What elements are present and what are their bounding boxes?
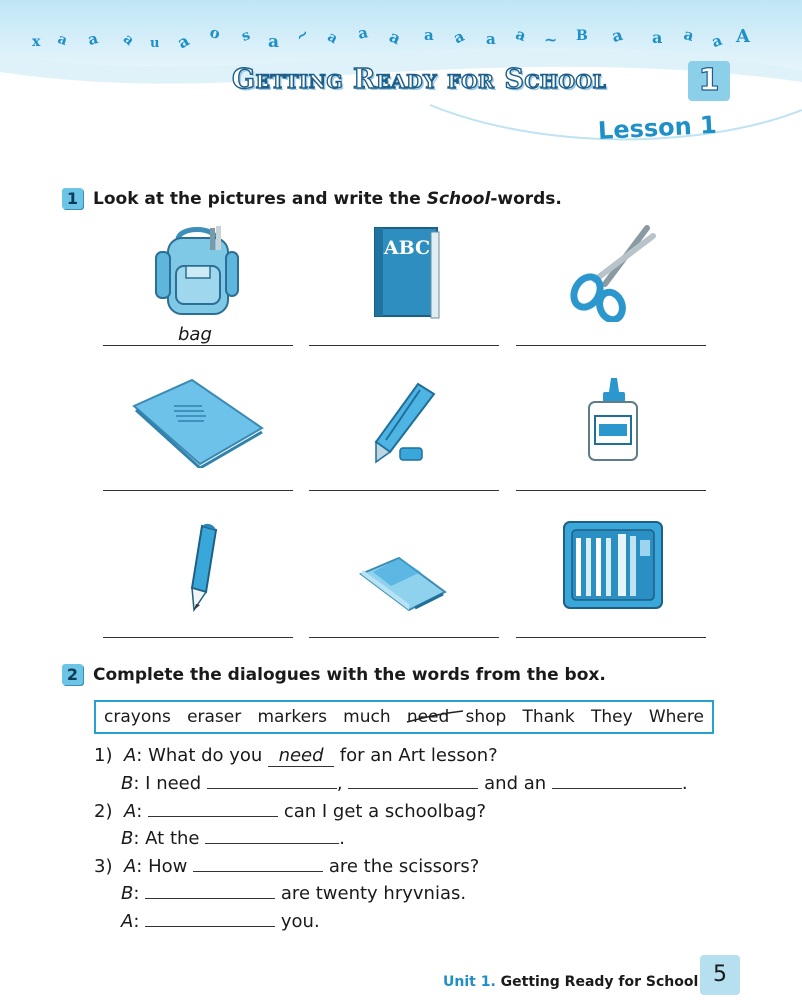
page-number: 5 [700, 955, 740, 995]
dialogue-3-line-b [121, 883, 466, 904]
deco-letter: a [119, 30, 138, 50]
deco-letter: ~ [544, 30, 558, 49]
speaker-a: A [123, 856, 137, 877]
word-box-item: Thank [522, 707, 575, 727]
colon: : [136, 745, 143, 766]
dialogue-text: , [336, 773, 343, 794]
filled-blank: need [268, 745, 334, 767]
colon: : [133, 883, 140, 904]
dialogue-text: are twenty hryvnias. [280, 883, 467, 904]
colon: : [136, 856, 143, 877]
deco-letter: a [652, 28, 663, 47]
speaker-b: B [121, 883, 134, 904]
deco-letter: a [486, 30, 496, 48]
deco-letter: a [681, 25, 696, 45]
answer-blank[interactable] [552, 774, 682, 789]
task-instruction: Complete the dialogues with the words from the box. [93, 664, 606, 685]
deco-letter: a [709, 30, 725, 52]
speaker-b: B [121, 828, 134, 849]
glue-icon [583, 376, 643, 470]
answer-blank[interactable] [148, 802, 278, 817]
decorative-letters [28, 22, 768, 62]
unit-number-badge: 1 [688, 61, 730, 101]
notebook-icon [130, 378, 265, 472]
word-box-item: shop [465, 707, 507, 727]
word-box-item: markers [257, 707, 327, 727]
write-line-3[interactable] [516, 345, 706, 346]
deco-letter: a [324, 28, 341, 48]
write-line-1[interactable] [103, 345, 293, 346]
dialogue-text: How [148, 856, 188, 877]
dialogue-number: 1) [94, 745, 113, 766]
answer-blank[interactable] [205, 829, 339, 844]
dialogue-text: . [681, 773, 688, 794]
footer-title: Getting Ready for School [500, 974, 699, 990]
deco-letter: o [207, 23, 223, 43]
word-box-item-crossed [407, 707, 449, 727]
write-line-2[interactable] [309, 345, 499, 346]
deco-letter: a [424, 26, 434, 44]
page-footer [443, 974, 698, 990]
instruction-italic: School [426, 188, 491, 209]
deco-letter: a [268, 32, 280, 52]
dialogue-text: I need [145, 773, 202, 794]
deco-letter: A [736, 26, 750, 47]
dialogue-text: What do you [148, 745, 263, 766]
task-1-heading [62, 188, 562, 209]
scissors-icon [565, 222, 660, 326]
word-box-item: They [590, 707, 633, 727]
dialogue-text: for an Art lesson? [339, 745, 498, 766]
colon: : [133, 911, 140, 932]
deco-letter: a [356, 23, 370, 43]
answer-1: bag [178, 324, 212, 345]
deco-letter: a [386, 26, 404, 49]
answer-blank[interactable] [348, 774, 478, 789]
write-line-9[interactable] [516, 637, 706, 638]
dialogue-text: . [339, 828, 345, 849]
instruction-text: Look at the pictures and write the [93, 188, 427, 209]
word-box-item: eraser [187, 707, 242, 727]
deco-letter: a [513, 24, 529, 46]
deco-letter: a [85, 29, 100, 49]
unit-title: Getting Ready for School [232, 64, 607, 95]
task-number-badge: 2 [62, 664, 83, 685]
crossed-word: need [406, 707, 450, 727]
write-line-6[interactable] [516, 490, 706, 491]
lesson-heading: Lesson 1 [597, 110, 718, 145]
dialogue-number: 2) [94, 801, 113, 822]
pen-icon [362, 378, 452, 472]
deco-letter: s [239, 27, 253, 45]
write-line-5[interactable] [309, 490, 499, 491]
task-2-heading [62, 664, 606, 685]
write-line-4[interactable] [103, 490, 293, 491]
dialogue-1-line-b [121, 773, 688, 794]
deco-letter: a [173, 30, 193, 53]
footer-unit: Unit 1. [443, 974, 496, 990]
deco-letter: u [150, 36, 160, 51]
write-line-7[interactable] [103, 637, 293, 638]
colon: : [136, 801, 143, 822]
book-label: ABC [383, 237, 431, 259]
dialogue-text: you. [280, 911, 320, 932]
task-instruction [93, 189, 562, 209]
speaker-b: B [121, 773, 134, 794]
answer-blank[interactable] [207, 774, 337, 789]
deco-letter: a [55, 30, 70, 50]
dialogue-3-line-a2 [121, 911, 320, 932]
strikethrough-mark [405, 709, 465, 725]
answer-blank[interactable] [193, 857, 323, 872]
task-number-badge: 1 [62, 188, 83, 209]
deco-letter: B [576, 28, 588, 44]
answer-blank[interactable] [145, 912, 275, 927]
dialogue-text: At the [145, 828, 200, 849]
speaker-a: A [123, 801, 137, 822]
deco-letter: a [609, 24, 625, 47]
answer-blank[interactable] [145, 884, 275, 899]
dialogue-1-line-a [94, 745, 498, 767]
book-icon [355, 222, 455, 326]
deco-letter: a [450, 26, 468, 48]
dialogue-text: and an [484, 773, 547, 794]
instruction-text: -words. [490, 188, 562, 209]
word-box [94, 700, 714, 734]
dialogue-text: can I get a schoolbag? [283, 801, 487, 822]
dialogue-3-line-a [94, 856, 479, 877]
word-box-item: crayons [104, 707, 171, 727]
pencil-case-icon [562, 520, 664, 614]
word-box-item: Where [648, 707, 704, 727]
eraser-icon [355, 552, 450, 616]
write-line-8[interactable] [309, 637, 499, 638]
colon: : [133, 773, 140, 794]
colon: : [133, 828, 140, 849]
deco-letter: x [32, 34, 41, 50]
backpack-icon [150, 222, 245, 326]
word-box-item: much [343, 707, 391, 727]
speaker-a: A [121, 911, 134, 932]
dialogue-2-line-a [94, 801, 486, 822]
dialogue-number: 3) [94, 856, 113, 877]
speaker-a: A [123, 745, 137, 766]
pencil-icon [180, 522, 225, 616]
dialogue-text: are the scissors? [328, 856, 480, 877]
deco-letter: ~ [291, 24, 313, 46]
dialogue-2-line-b [121, 828, 345, 849]
